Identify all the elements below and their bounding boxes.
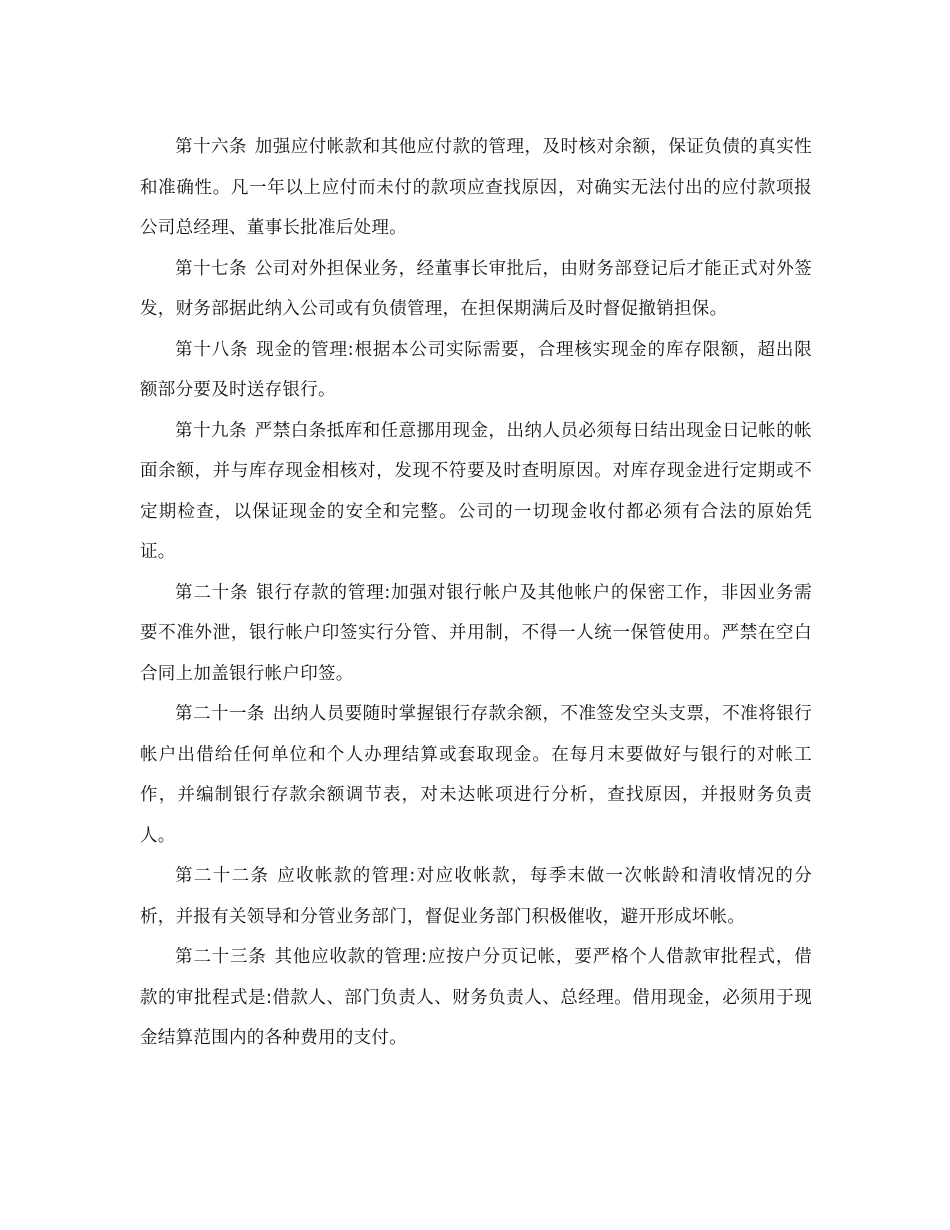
article-20 xyxy=(140,573,812,695)
article-heading: 第十九条 xyxy=(175,420,247,441)
article-heading: 第十六条 xyxy=(175,137,247,157)
article-23 xyxy=(140,937,812,1059)
article-18 xyxy=(140,330,812,411)
article-text: 银行存款的管理:加强对银行帐户及其他帐户的保密工作，非因业务需要不准外泄，银行帐户印签实行分管、并用制，不得一人统一保管使用。严禁在空白合同上加盖银行帐户印签。 xyxy=(140,582,812,684)
article-21 xyxy=(140,694,812,856)
article-heading: 第十七条 xyxy=(175,258,247,279)
article-16 xyxy=(140,127,812,249)
article-19 xyxy=(140,411,812,573)
article-17 xyxy=(140,249,812,330)
document-body xyxy=(140,127,812,1059)
article-text: 严禁白条抵库和任意挪用现金，出纳人员必须每日结出现金日记帐的帐面余额，并与库存现金相核对，发现不符要及时查明原因。对库存现金进行定期或不定期检查，以保证现金的安全和完整。公司的一切现金收付都必须有合法的原始凭证。 xyxy=(140,420,812,562)
article-text: 公司对外担保业务，经董事长审批后，由财务部登记后才能正式对外签发，财务部据此纳入公司或有负债管理，在担保期满后及时督促撤销担保。 xyxy=(140,258,812,319)
article-heading: 第二十一条 xyxy=(175,704,265,724)
article-22 xyxy=(140,856,812,937)
article-heading: 第二十条 xyxy=(175,582,249,603)
article-heading: 第十八条 xyxy=(175,339,249,360)
article-text: 现金的管理:根据本公司实际需要，合理核实现金的库存限额，超出限额部分要及时送存银行。 xyxy=(140,339,812,400)
article-text: 出纳人员要随时掌握银行存款余额，不准签发空头支票，不准将银行帐户出借给任何单位和个人办理结算或套取现金。在每月末要做好与银行的对帐工作，并编制银行存款余额调节表，对未达帐项进行分析，查找原因，并报财务负责人。 xyxy=(140,704,813,846)
article-text: 应收帐款的管理:对应收帐款，每季末做一次帐龄和清收情况的分析，并报有关领导和分管业务部门，督促业务部门积极催收，避开形成坏帐。 xyxy=(140,866,813,927)
article-heading: 第二十二条 xyxy=(175,866,270,886)
article-heading: 第二十三条 xyxy=(175,947,267,967)
article-text: 其他应收款的管理:应按户分页记帐，要严格个人借款审批程式，借款的审批程式是:借款人、部门负责人、财务负责人、总经理。借用现金，必须用于现金结算范围内的各种费用的支付。 xyxy=(140,947,812,1048)
article-text: 加强应付帐款和其他应付款的管理，及时核对余额，保证负债的真实性和准确性。凡一年以上应付而未付的款项应查找原因，对确实无法付出的应付款项报公司总经理、董事长批准后处理。 xyxy=(140,137,812,238)
